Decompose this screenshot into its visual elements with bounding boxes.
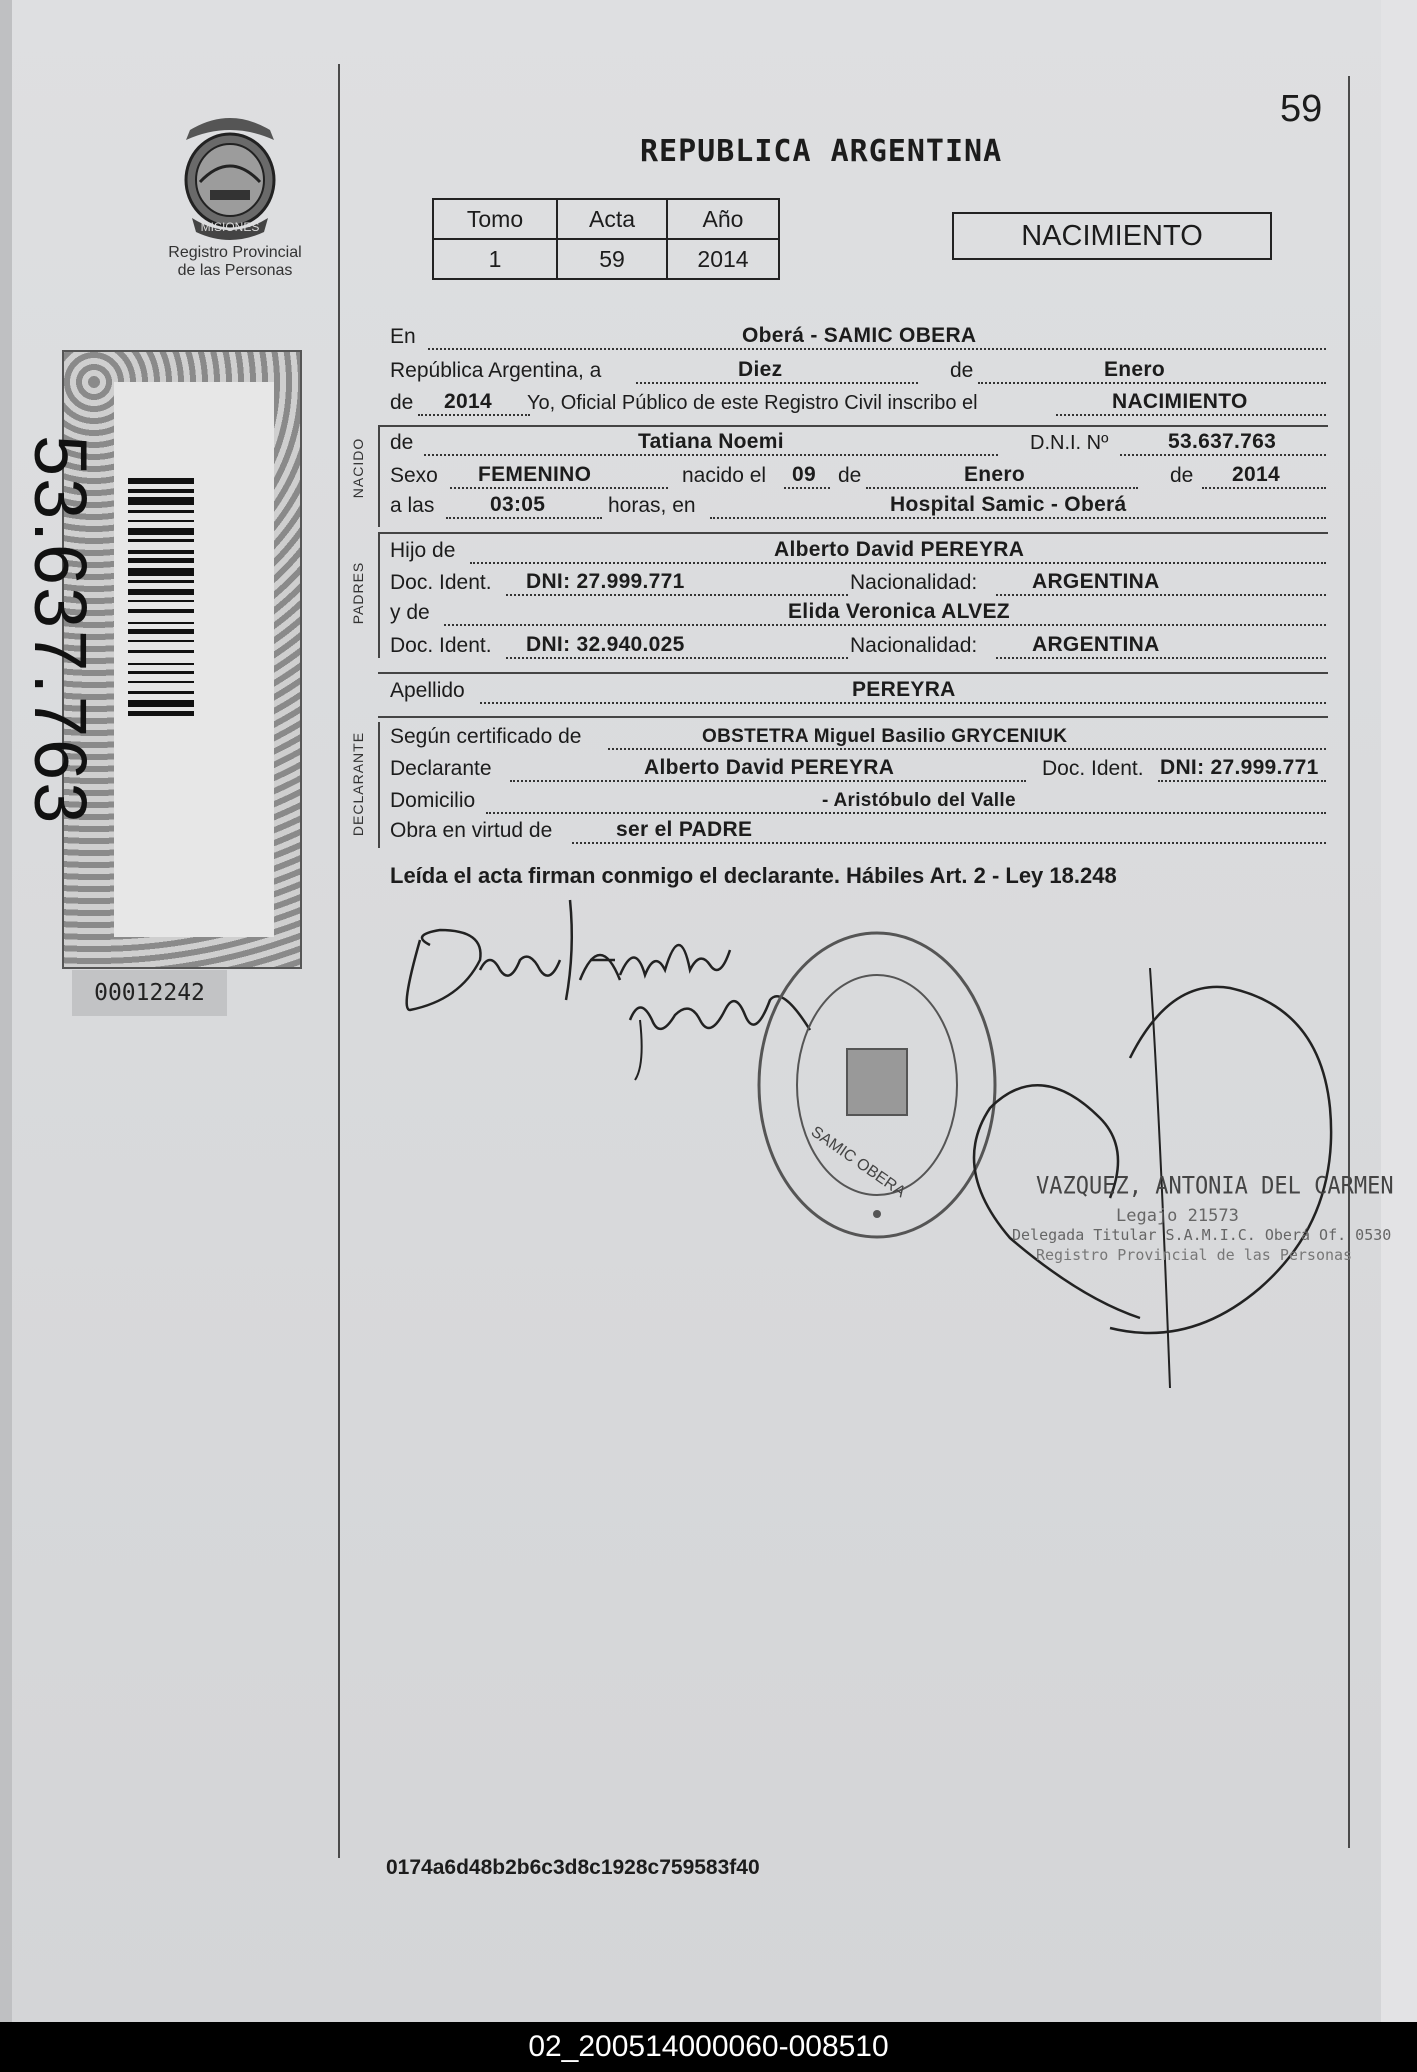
registry-value-tomo: 1 bbox=[433, 239, 557, 279]
padres-label: PADRES bbox=[350, 561, 366, 625]
time-value: 03:05 bbox=[490, 493, 546, 516]
row-sex-birth bbox=[390, 461, 1328, 491]
declarante-label: DECLARANTE bbox=[350, 731, 366, 837]
label-a-las: a las bbox=[390, 494, 435, 517]
label-de-birth-month: de bbox=[838, 464, 862, 487]
scan-edge-right bbox=[1381, 0, 1417, 2022]
label-father-nat: Nacionalidad: bbox=[850, 571, 978, 594]
separator-3 bbox=[378, 672, 1328, 674]
label-de-month: de bbox=[950, 359, 974, 382]
official-name: VAZQUEZ, ANTONIA DEL CARMEN bbox=[1036, 1172, 1394, 1201]
scan-edge-left bbox=[0, 0, 12, 2022]
label-obra: Obra en virtud de bbox=[390, 819, 553, 842]
label-de-name: de bbox=[390, 431, 414, 454]
label-cert: Según certificado de bbox=[390, 725, 582, 748]
month-value: Enero bbox=[1104, 358, 1166, 381]
label-domicilio: Domicilio bbox=[390, 789, 476, 812]
registry-header-ano: Año bbox=[667, 199, 779, 239]
row-declarant bbox=[390, 754, 1328, 784]
year-value: 2014 bbox=[444, 390, 492, 413]
mother-doc-value: DNI: 32.940.025 bbox=[526, 633, 685, 656]
mother-value: Elida Veronica ALVEZ bbox=[788, 600, 1010, 623]
cert-value: OBSTETRA Miguel Basilio GRYCENIUK bbox=[702, 726, 1068, 747]
sexo-value: FEMENINO bbox=[478, 463, 592, 486]
logo-caption-line1: Registro Provincial bbox=[168, 244, 302, 261]
barcode bbox=[128, 478, 194, 850]
label-declarante: Declarante bbox=[390, 757, 492, 780]
registry-value-acta: 59 bbox=[557, 239, 667, 279]
birth-month-value: Enero bbox=[964, 463, 1026, 486]
mother-nat-value: ARGENTINA bbox=[1032, 633, 1160, 656]
logo-caption bbox=[150, 244, 320, 280]
row-reason bbox=[390, 816, 1328, 846]
official-title: Delegada Titular S.A.M.I.C. Oberá Of. 0530 bbox=[1012, 1226, 1392, 1244]
registry-table bbox=[432, 198, 780, 280]
right-margin-line bbox=[1348, 76, 1350, 1848]
row-time-place bbox=[390, 491, 1328, 521]
separator-2 bbox=[378, 532, 1328, 534]
label-country: República Argentina, a bbox=[390, 359, 602, 382]
label-mother-nat: Nacionalidad: bbox=[850, 634, 978, 657]
label-y-de: y de bbox=[390, 601, 430, 624]
dni-value: 53.637.763 bbox=[1168, 430, 1277, 453]
label-nacido: nacido el bbox=[682, 464, 767, 487]
row-father bbox=[390, 536, 1328, 566]
act-type-box: NACIMIENTO bbox=[952, 212, 1272, 260]
declarant-value: Alberto David PEREYRA bbox=[644, 756, 895, 779]
row-date bbox=[390, 356, 1328, 386]
label-sexo: Sexo bbox=[390, 464, 438, 487]
label-mother-doc: Doc. Ident. bbox=[390, 634, 492, 657]
control-number: 00012242 bbox=[72, 970, 227, 1016]
row-mother-doc bbox=[390, 631, 1328, 661]
id-strip-number: 53.637.763 bbox=[19, 435, 102, 826]
row-father-doc bbox=[390, 568, 1328, 598]
scan-footer: 02_200514000060-008510 bbox=[0, 2022, 1417, 2072]
address-value: - Aristóbulo del Valle bbox=[822, 790, 1016, 811]
label-hijo: Hijo de bbox=[390, 539, 456, 562]
separator-1 bbox=[378, 425, 1328, 427]
registry-header-row bbox=[433, 199, 779, 239]
logo-caption-line2: de las Personas bbox=[177, 262, 293, 279]
registry-value-ano: 2014 bbox=[667, 239, 779, 279]
birth-year-value: 2014 bbox=[1232, 463, 1280, 486]
reason-value: ser el PADRE bbox=[616, 818, 753, 841]
row-certificate bbox=[390, 722, 1328, 752]
birth-day-value: 09 bbox=[792, 463, 816, 486]
label-de-birth-year: de bbox=[1170, 464, 1194, 487]
father-doc-value: DNI: 27.999.771 bbox=[526, 570, 685, 593]
father-value: Alberto David PEREYRA bbox=[774, 538, 1025, 561]
name-value: Tatiana Noemi bbox=[638, 430, 784, 453]
padres-bar bbox=[378, 532, 380, 658]
left-margin-line bbox=[338, 64, 340, 1858]
row-surname bbox=[390, 676, 1328, 706]
document-hash: 0174a6d48b2b6c3d8c1928c759583f40 bbox=[386, 1856, 760, 1879]
row-year bbox=[390, 388, 1328, 418]
row-name bbox=[390, 428, 1328, 458]
type-value: NACIMIENTO bbox=[1112, 390, 1248, 413]
document-title: REPUBLICA ARGENTINA bbox=[640, 134, 1003, 169]
nacido-label: NACIDO bbox=[350, 437, 366, 499]
svg-text:SAMIC OBERA: SAMIC OBERA bbox=[807, 1123, 909, 1202]
declarante-bar bbox=[378, 722, 380, 848]
label-declarant-doc: Doc. Ident. bbox=[1042, 757, 1144, 780]
row-mother bbox=[390, 598, 1328, 628]
separator-4 bbox=[378, 716, 1328, 718]
label-father-doc: Doc. Ident. bbox=[390, 571, 492, 594]
official-file: Legajo 21573 bbox=[1116, 1206, 1239, 1226]
closing-statement: Leída el acta firman conmigo el declarante. Hábiles Art. 2 - Ley 18.248 bbox=[390, 863, 1117, 888]
registry-header-acta: Acta bbox=[557, 199, 667, 239]
page-number: 59 bbox=[1280, 88, 1323, 130]
nacido-bar bbox=[378, 425, 380, 527]
day-value: Diez bbox=[738, 358, 783, 381]
declarant-doc-value: DNI: 27.999.771 bbox=[1160, 756, 1319, 779]
label-en: En bbox=[390, 325, 416, 348]
label-apellido: Apellido bbox=[390, 679, 465, 702]
row-address bbox=[390, 786, 1328, 816]
place-value: Oberá - SAMIC OBERA bbox=[742, 324, 977, 347]
label-dni: D.N.I. Nº bbox=[1030, 432, 1109, 454]
father-nat-value: ARGENTINA bbox=[1032, 570, 1160, 593]
misiones-seal-logo bbox=[170, 110, 290, 242]
surname-value: PEREYRA bbox=[852, 678, 956, 701]
registry-header-tomo: Tomo bbox=[433, 199, 557, 239]
label-horas: horas, en bbox=[608, 494, 696, 517]
svg-text:MISIONES: MISIONES bbox=[200, 220, 260, 234]
registry-value-row bbox=[433, 239, 779, 279]
label-officer: Yo, Oficial Público de este Registro Civil inscribo el bbox=[527, 392, 978, 414]
birth-place-value: Hospital Samic - Oberá bbox=[890, 493, 1127, 516]
row-place bbox=[390, 322, 1328, 352]
label-de-year: de bbox=[390, 391, 414, 414]
official-office: Registro Provincial de las Personas bbox=[1036, 1246, 1353, 1264]
